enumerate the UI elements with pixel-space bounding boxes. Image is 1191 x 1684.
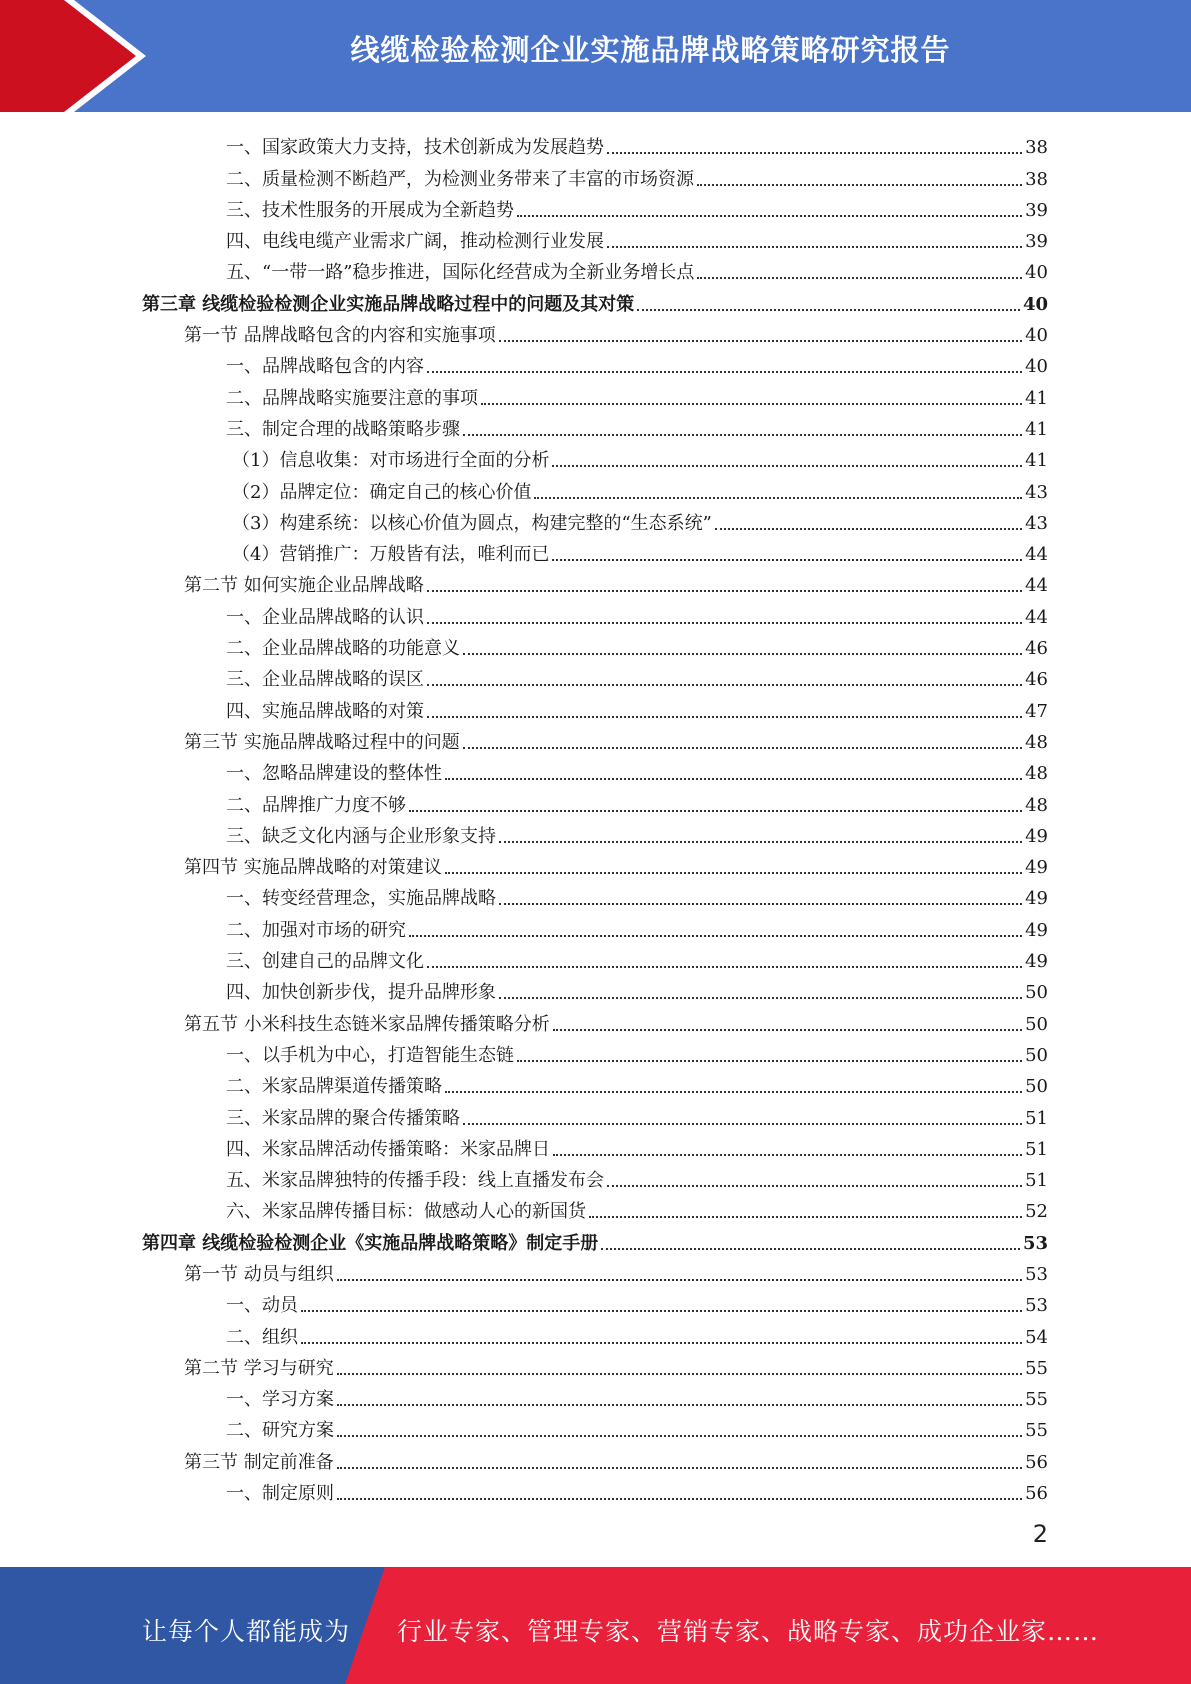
toc-entry-title: 第三章 线缆检验检测企业实施品牌战略过程中的问题及其对策 [142,293,635,315]
toc-entry[interactable] [142,472,1048,503]
toc-entry-title: 三、技术性服务的开展成为全新趋势 [226,199,514,221]
toc-entry-title: 二、品牌推广力度不够 [226,794,406,816]
toc-dot-leader [637,309,1020,311]
toc-dot-leader [715,528,1022,530]
toc-entry-page: 40 [1025,262,1048,284]
toc-entry-title: 二、企业品牌战略的功能意义 [226,638,460,660]
toc-entry-page: 47 [1025,700,1048,722]
toc-dot-leader [337,1279,1022,1281]
toc-dot-leader [445,1091,1022,1093]
toc-entry-title: 三、企业品牌战略的误区 [226,669,424,691]
toc-entry[interactable] [142,1067,1048,1098]
toc-dot-leader [553,1154,1022,1156]
toc-entry-page: 46 [1025,638,1048,660]
toc-dot-leader [517,1060,1022,1062]
toc-dot-leader [301,1310,1022,1312]
toc-dot-leader [601,1248,1020,1250]
toc-entry-page: 44 [1025,606,1048,628]
toc-entry[interactable] [142,973,1048,1004]
toc-entry[interactable] [142,504,1048,535]
toc-entry-page: 40 [1022,293,1048,315]
toc-entry[interactable] [142,1411,1048,1442]
toc-entry[interactable] [142,785,1048,816]
toc-dot-leader [552,465,1022,467]
toc-entry[interactable] [142,942,1048,973]
toc-entry-title: 第三节 实施品牌战略过程中的问题 [184,731,460,753]
toc-entry-title: 一、企业品牌战略的认识 [226,606,424,628]
page-number: 2 [1032,1520,1048,1548]
footer-slogan-right: 行业专家、管理专家、营销专家、战略专家、成功企业家…… [397,1617,1100,1646]
toc-entry[interactable] [142,441,1048,472]
toc-entry[interactable] [142,754,1048,785]
toc-dot-leader [337,1435,1022,1437]
toc-entry-page: 48 [1025,763,1048,785]
toc-dot-leader [409,935,1022,937]
toc-entry-page: 56 [1025,1483,1048,1505]
toc-dot-leader [607,246,1022,248]
toc-entry-page: 48 [1025,731,1048,753]
toc-entry[interactable] [142,347,1048,378]
toc-dot-leader [553,1029,1022,1031]
toc-entry-page: 46 [1025,669,1048,691]
toc-entry[interactable] [142,597,1048,628]
toc-entry[interactable] [142,284,1048,315]
toc-entry-title: 五、“一带一路”稳步推进，国际化经营成为全新业务增长点 [226,262,695,284]
toc-entry[interactable] [142,1380,1048,1411]
toc-dot-leader [589,1216,1022,1218]
toc-entry-title: 一、转变经营理念，实施品牌战略 [226,888,496,910]
toc-entry[interactable] [142,1442,1048,1473]
toc-dot-leader [607,1185,1022,1187]
toc-dot-leader [337,1373,1022,1375]
toc-entry-page: 39 [1025,231,1048,253]
toc-dot-leader [463,747,1022,749]
toc-entry-page: 40 [1025,356,1048,378]
toc-entry-page: 49 [1025,919,1048,941]
toc-entry-page: 44 [1025,544,1048,566]
toc-entry[interactable] [142,1004,1048,1035]
toc-entry-page: 49 [1025,951,1048,973]
toc-entry-page: 49 [1025,888,1048,910]
toc-entry-title: 四、米家品牌活动传播策略：米家品牌日 [226,1138,550,1160]
toc-entry[interactable] [142,1255,1048,1286]
toc-entry-page: 41 [1025,387,1048,409]
toc-entry-title: 四、实施品牌战略的对策 [226,700,424,722]
toc-entry[interactable] [142,191,1048,222]
toc-entry[interactable] [142,1036,1048,1067]
toc-entry[interactable] [142,410,1048,441]
toc-dot-leader [463,653,1022,655]
toc-entry[interactable] [142,1098,1048,1129]
header-chevron-graphic [0,0,160,112]
toc-entry-page: 38 [1025,168,1048,190]
toc-dot-leader [499,997,1022,999]
toc-entry-page: 50 [1025,1013,1048,1035]
toc-dot-leader [517,215,1022,217]
toc-entry-page: 56 [1025,1451,1048,1473]
toc-dot-leader [409,810,1022,812]
toc-dot-leader [337,1498,1022,1500]
toc-dot-leader [445,778,1022,780]
toc-entry-title: 五、米家品牌独特的传播手段：线上直播发布会 [226,1170,604,1192]
toc-entry-page: 41 [1025,450,1048,472]
toc-entry-title: 六、米家品牌传播目标：做感动人心的新国货 [226,1201,586,1223]
toc-entry-page: 55 [1025,1389,1048,1411]
toc-entry[interactable] [142,222,1048,253]
toc-dot-leader [463,434,1022,436]
toc-entry-page: 48 [1025,794,1048,816]
toc-entry-title: 二、米家品牌渠道传播策略 [226,1076,442,1098]
toc-entry[interactable] [142,1130,1048,1161]
toc-entry-page: 44 [1025,575,1048,597]
toc-dot-leader [534,497,1022,499]
toc-entry-title: 一、忽略品牌建设的整体性 [226,763,442,785]
toc-entry-title: （2）品牌定位：确定自己的核心价值 [232,481,532,503]
toc-entry[interactable] [142,1192,1048,1223]
toc-entry[interactable] [142,128,1048,159]
toc-entry-page: 53 [1025,1263,1048,1285]
toc-entry[interactable] [142,848,1048,879]
toc-entry[interactable] [142,1474,1048,1505]
toc-entry-title: 三、缺乏文化内涵与企业形象支持 [226,825,496,847]
toc-entry[interactable] [142,660,1048,691]
toc-entry-page: 41 [1025,418,1048,440]
toc-entry-title: 四、加快创新步伐，提升品牌形象 [226,982,496,1004]
toc-entry-title: 二、研究方案 [226,1420,334,1442]
toc-entry-title: 第二节 学习与研究 [184,1357,334,1379]
toc-entry-title: 第四节 实施品牌战略的对策建议 [184,857,442,879]
toc-dot-leader [427,716,1022,718]
toc-entry-page: 40 [1025,325,1048,347]
toc-entry-page: 39 [1025,199,1048,221]
toc-dot-leader [463,1123,1022,1125]
toc-dot-leader [427,622,1022,624]
toc-entry-page: 50 [1025,982,1048,1004]
toc-entry[interactable] [142,316,1048,347]
toc-entry[interactable] [142,378,1048,409]
toc-entry[interactable] [142,910,1048,941]
toc-entry-title: （3）构建系统：以核心价值为圆点，构建完整的“生态系统” [232,512,712,534]
page-header [0,0,1191,112]
toc-dot-leader [697,277,1022,279]
table-of-contents [142,128,1048,1505]
toc-dot-leader [337,1467,1022,1469]
toc-entry-title: 第三节 制定前准备 [184,1451,334,1473]
toc-entry-page: 52 [1025,1201,1048,1223]
toc-entry-title: 二、组织 [226,1326,298,1348]
toc-entry-page: 50 [1025,1044,1048,1066]
toc-dot-leader [445,872,1022,874]
toc-entry[interactable] [142,817,1048,848]
toc-entry[interactable] [142,566,1048,597]
toc-dot-leader [427,371,1022,373]
toc-entry-page: 38 [1025,137,1048,159]
toc-entry[interactable] [142,629,1048,660]
toc-dot-leader [427,684,1022,686]
toc-entry[interactable] [142,1317,1048,1348]
toc-entry-title: 一、国家政策大力支持，技术创新成为发展趋势 [226,137,604,159]
toc-dot-leader [481,403,1022,405]
toc-entry-title: 二、品牌战略实施要注意的事项 [226,387,478,409]
toc-entry[interactable] [142,159,1048,190]
toc-entry[interactable] [142,1161,1048,1192]
toc-dot-leader [337,1404,1022,1406]
toc-entry-title: 二、加强对市场的研究 [226,919,406,941]
toc-entry-page: 55 [1025,1357,1048,1379]
toc-entry[interactable] [142,253,1048,284]
toc-dot-leader [552,559,1022,561]
toc-dot-leader [427,590,1022,592]
toc-dot-leader [499,340,1022,342]
toc-entry-title: 四、电线电缆产业需求广阔，推动检测行业发展 [226,231,604,253]
toc-entry[interactable] [142,723,1048,754]
toc-entry-title: 二、质量检测不断趋严，为检测业务带来了丰富的市场资源 [226,168,694,190]
toc-entry-title: 第四章 线缆检验检测企业《实施品牌战略策略》制定手册 [142,1232,599,1254]
toc-entry-title: （1）信息收集：对市场进行全面的分析 [232,450,550,472]
toc-entry-title: （4）营销推广：万般皆有法，唯利而已 [232,544,550,566]
toc-entry-title: 一、学习方案 [226,1389,334,1411]
report-title: 线缆检验检测企业实施品牌战略策略研究报告 [350,33,951,67]
toc-entry-page: 51 [1025,1170,1048,1192]
toc-entry-page: 54 [1025,1326,1048,1348]
toc-dot-leader [499,841,1022,843]
toc-entry-page: 49 [1025,857,1048,879]
toc-entry-page: 55 [1025,1420,1048,1442]
toc-entry[interactable] [142,1286,1048,1317]
toc-dot-leader [301,1342,1022,1344]
toc-dot-leader [427,966,1022,968]
toc-entry-title: 一、制定原则 [226,1483,334,1505]
toc-entry-page: 51 [1025,1138,1048,1160]
toc-entry-page: 43 [1025,481,1048,503]
toc-entry[interactable] [142,879,1048,910]
toc-entry-page: 53 [1025,1295,1048,1317]
toc-entry-page: 49 [1025,825,1048,847]
toc-entry-title: 一、以手机为中心，打造智能生态链 [226,1044,514,1066]
toc-entry-title: 一、品牌战略包含的内容 [226,356,424,378]
toc-entry[interactable] [142,1349,1048,1380]
toc-entry-title: 第一节 动员与组织 [184,1263,334,1285]
footer-slogan-left: 让每个人都能成为 [142,1617,351,1646]
toc-entry[interactable] [142,1223,1048,1254]
toc-entry-title: 三、米家品牌的聚合传播策略 [226,1107,460,1129]
page-footer [0,1567,1191,1684]
toc-entry-title: 三、制定合理的战略策略步骤 [226,418,460,440]
toc-entry-title: 第二节 如何实施企业品牌战略 [184,575,424,597]
toc-dot-leader [697,184,1022,186]
toc-entry-title: 一、动员 [226,1295,298,1317]
toc-entry[interactable] [142,691,1048,722]
toc-entry-title: 三、创建自己的品牌文化 [226,951,424,973]
toc-dot-leader [607,152,1022,154]
toc-entry-title: 第一节 品牌战略包含的内容和实施事项 [184,325,496,347]
toc-entry-page: 43 [1025,512,1048,534]
toc-entry-page: 50 [1025,1076,1048,1098]
toc-dot-leader [499,903,1022,905]
toc-entry-title: 第五节 小米科技生态链米家品牌传播策略分析 [184,1013,550,1035]
toc-entry-page: 51 [1025,1107,1048,1129]
toc-entry-page: 53 [1022,1232,1048,1254]
toc-entry[interactable] [142,535,1048,566]
